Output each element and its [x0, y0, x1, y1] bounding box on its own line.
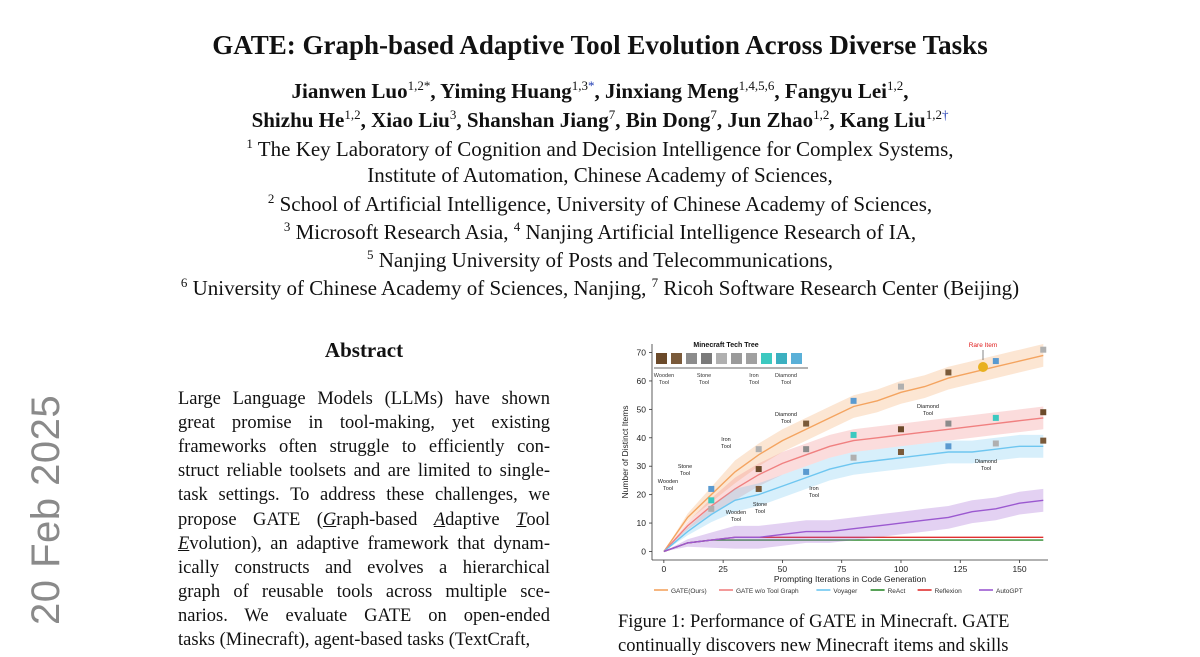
tech-item-icon — [656, 353, 667, 364]
y-tick-label: 30 — [636, 461, 646, 472]
tech-label: Tool — [748, 380, 760, 386]
tech-item-icon — [701, 353, 712, 364]
tech-item-icon — [671, 353, 682, 364]
author-line-2 — [0, 107, 1200, 133]
item-icon — [803, 469, 809, 475]
abstract-line: narios. We evaluate GATE on open-ended — [178, 606, 550, 626]
tool-callout-label: Tool — [730, 517, 742, 523]
abstract-line: ically constructs and evolves a hierarchical — [178, 558, 550, 578]
item-icon — [1040, 409, 1046, 415]
y-tick-label: 70 — [636, 347, 646, 358]
legend-entry: Voyager — [833, 588, 858, 595]
author: Yiming Huang$^{1,3*}$, — [440, 78, 600, 103]
x-tick-label: 50 — [777, 564, 788, 574]
abstract-line: propose GATE (Graph-based Adaptive Tool — [178, 510, 550, 530]
rare-item-label: Rare Item — [968, 342, 998, 349]
abstract-line: struct reliable toolsets and are limited to single- — [178, 461, 550, 481]
item-icon — [851, 398, 857, 404]
tech-item-icon — [716, 353, 727, 364]
abstract-heading: Abstract — [324, 338, 404, 362]
abstract-line: tasks (Minecraft), agent-based tasks (TextCraft, — [178, 630, 531, 650]
x-axis-label: Prompting Iterations in Code Generation — [773, 574, 927, 584]
legend-entry: GATE(Ours) — [671, 588, 707, 595]
item-icon — [1040, 347, 1046, 353]
legend-entry: GATE w/o Tool Graph — [736, 588, 799, 595]
x-tick-label: 0 — [661, 564, 667, 574]
item-icon — [708, 497, 714, 503]
affiliation-2: $^2$ School of Artificial Intelligence, University of Chinese Academy of Sciences, — [267, 191, 933, 216]
author-line-1 — [0, 78, 1200, 104]
tool-callout-label: Wooden — [657, 479, 679, 485]
abstract-line: frameworks often struggle to efficiently con- — [178, 437, 550, 457]
item-icon — [993, 415, 999, 421]
tech-item-icon — [776, 353, 787, 364]
tech-item-icon — [686, 353, 697, 364]
author: Xiao Liu$^3$, — [371, 107, 462, 132]
abstract-line: Large Language Models (LLMs) have shown — [178, 389, 550, 409]
x-tick-label: 25 — [718, 564, 728, 574]
affiliation-1-cont: Institute of Automation, Chinese Academy of Sciences, — [367, 163, 833, 187]
tool-callout-label: Tool — [720, 444, 732, 450]
x-tick-label: 100 — [893, 564, 909, 574]
x-tick-label: 75 — [836, 564, 847, 574]
y-tick-label: 0 — [641, 546, 646, 557]
tech-label: Iron — [749, 373, 759, 379]
item-icon — [945, 421, 951, 427]
item-icon — [803, 421, 809, 427]
item-icon — [898, 426, 904, 432]
item-icon — [898, 384, 904, 390]
tool-callout-label: Tool — [808, 493, 820, 499]
tool-callout-label: Stone — [752, 502, 768, 508]
arxiv-date-stamp: 20 Feb 2025 — [24, 394, 68, 625]
item-icon — [851, 455, 857, 461]
author: Kang Liu$^{1,2\dagger}$ — [839, 107, 949, 132]
author: Fangyu Lei$^{1,2}$, — [784, 78, 909, 103]
x-tick-label: 150 — [1012, 564, 1027, 574]
affiliation-5: $^5$ Nanjing University of Posts and Telecommunications, — [367, 247, 833, 272]
item-icon — [756, 486, 762, 492]
tool-callout-label: Tool — [679, 471, 691, 477]
abstract-line: task settings. To address these challenges, we — [178, 485, 550, 505]
item-icon — [945, 443, 951, 449]
item-icon — [803, 446, 809, 452]
tech-item-icon — [731, 353, 742, 364]
figure-1-chart — [618, 338, 1058, 603]
tech-item-icon — [791, 353, 802, 364]
y-axis-label: Number of Distinct Items — [620, 405, 630, 499]
tech-label: Diamond — [774, 373, 798, 379]
tech-label: Stone — [696, 373, 712, 379]
item-icon — [945, 369, 951, 375]
tool-callout-label: Tool — [922, 411, 934, 417]
rare-item-icon — [978, 362, 988, 372]
y-tick-label: 40 — [636, 432, 646, 443]
tool-callout-label: Iron — [809, 486, 819, 492]
tool-callout-label: Diamond — [916, 404, 940, 410]
x-tick-label: 125 — [953, 564, 968, 574]
item-icon — [993, 358, 999, 364]
legend-entry: Reflexion — [934, 588, 962, 595]
y-tick-label: 20 — [636, 489, 646, 500]
tech-label: Tool — [658, 380, 670, 386]
author: Bin Dong$^7$, — [625, 107, 723, 132]
tool-callout-label: Tool — [754, 509, 766, 515]
tool-callout-label: Diamond — [974, 459, 998, 465]
item-icon — [756, 466, 762, 472]
author: Jun Zhao$^{1,2}$, — [727, 107, 835, 132]
abstract-line: graph of reusable tools across multiple sce- — [178, 582, 550, 602]
author: Jianwen Luo$^{1,2*}$, — [291, 78, 436, 103]
y-tick-label: 10 — [636, 518, 646, 529]
figure-caption-line: Figure 1: Performance of GATE in Minecraft. GATE — [618, 612, 1010, 632]
affiliation-6-7: $^6$ University of Chinese Academy of Sciences, Nanjing, $^7$ Ricoh Software Research Center (Beijing) — [180, 275, 1020, 300]
legend-entry: AutoGPT — [996, 588, 1023, 595]
tech-item-icon — [761, 353, 772, 364]
affiliation-1: $^1$ The Key Laboratory of Cognition and Decision Intelligence for Complex Systems, — [246, 136, 954, 161]
item-icon — [708, 486, 714, 492]
abstract-line: great promise in tool-making, yet existing — [178, 413, 550, 433]
tech-label: Wooden — [653, 373, 675, 379]
item-icon — [756, 446, 762, 452]
author: Shizhu He$^{1,2}$, — [251, 107, 366, 132]
item-icon — [993, 440, 999, 446]
tech-label: Tool — [780, 380, 792, 386]
paper-title: GATE: Graph-based Adaptive Tool Evolution Across Diverse Tasks — [212, 30, 988, 60]
abstract-line: Evolution), an adaptive framework that dynam- — [178, 534, 550, 554]
tool-callout-label: Stone — [677, 464, 693, 470]
tool-callout-label: Tool — [980, 466, 992, 472]
tool-callout-label: Diamond — [774, 412, 798, 418]
legend-entry: ReAct — [887, 588, 906, 595]
figure-caption-line: continually discovers new Minecraft items and skills — [618, 636, 1009, 656]
y-tick-label: 60 — [636, 375, 646, 386]
tool-callout-label: Tool — [780, 419, 792, 425]
item-icon — [851, 432, 857, 438]
item-icon — [898, 449, 904, 455]
affiliation-3-4: $^3$ Microsoft Research Asia, $^4$ Nanjing Artificial Intelligence Research of IA, — [283, 219, 917, 244]
tech-item-icon — [746, 353, 757, 364]
author: Shanshan Jiang$^7$, — [466, 107, 621, 132]
tech-label: Tool — [698, 380, 710, 386]
tech-tree-title: Minecraft Tech Tree — [693, 342, 759, 349]
tool-callout-label: Iron — [721, 437, 731, 443]
tool-callout-label: Tool — [662, 486, 674, 492]
y-tick-label: 50 — [636, 404, 646, 415]
tool-callout-label: Wooden — [725, 510, 747, 516]
item-icon — [708, 506, 714, 512]
item-icon — [1040, 438, 1046, 444]
author: Jinxiang Meng$^{1,4,5,6}$, — [605, 78, 780, 103]
